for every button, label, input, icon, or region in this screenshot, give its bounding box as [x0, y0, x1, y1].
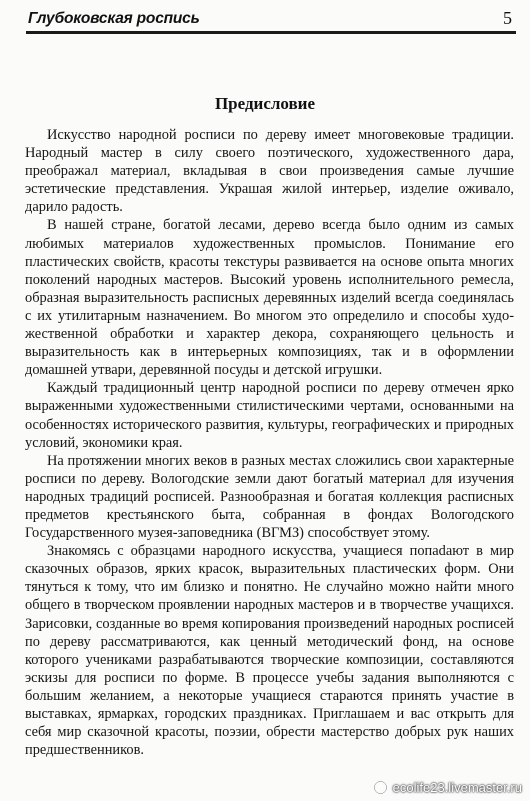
running-head [28, 8, 514, 30]
watermark-text: ecolife23.livemaster.ru [392, 780, 522, 795]
paragraph: Искусство народной росписи по дереву имеет многовековые традиции. Народный мастер в силу своего поэтического, художественного дара, преображал материал, вкладывая в свои произведения самые лучшие эстетические представления. Украшая жилой интерьер, изделие оживало, дарило радость. [25, 127, 514, 216]
paragraph: В нашей стране, богатой лесами, дерево всегда было одним из самых любимых материалов художественных промыслов. Понимание его пластических свойств, красоты текстуры развивается на основе опыта многих поколений народных мастеров. Высокий уровень исполнительного ремесла, образная выразительность расписных деревянных изделий всегда соединялась с их утилитарным назначением. Во многом это определило и способы художественной обработки и характер декора, сохраняющего цельность и выразительность как в интерьерных композициях, так и в оформлении домашней утвари, деревянной посуды и детской игрушки. [25, 217, 514, 379]
page-number: 5 [503, 8, 512, 28]
livemaster-logo-icon [373, 780, 388, 795]
running-title: Глубоковская роспись [28, 10, 200, 27]
header-rule [26, 31, 516, 34]
paragraph: Знакомясь с образцами народного искусства, учащиеся попаdают в мир сказочных образов, ярких красок, выразительных пластических форм. Они тянуться к тому, что им близко и понятно. Не случайно можно найти много общего в творческом проявлении народных мастеров и в творчестве учащихся. Зарисовки, созданные во время копирования произведений народных росписей по дереву рассматриваются, как ценный методический фонд, на основе которого учениками разрабатываются творческие композиции, составляются эскизы для росписи по форме. В процессе учебы задания выполняются с большим желанием, а некоторые учащиеся стараются принять участие в выставках, ярмарках, городских праздниках. Приглашаем и вас открыть для себя мир сказочной красоты, поэзии, обрести мастерство добрых рук наших предшественников. [25, 543, 514, 759]
body-text [25, 126, 514, 759]
paragraph: Каждый традиционный центр народной росписи по дереву отмечен ярко выраженными художественными стилистическими чертами, основанными на особенностях исторического развития, культуры, географических и природных условий, экономики края. [25, 380, 514, 451]
paragraph: На протяжении многих веков в разных местах сложились свои характерные росписи по дереву. Вологодские земли дают богатый материал для изучения народных традиций росписей. Разнообразная и богатая коллекция расписных предметов крестьянского быта, собранная в фондах Вологодского Государственного музея-заповедника (ВГМЗ) способствует этому. [25, 452, 514, 542]
chapter-title: Предисловие [214, 94, 316, 113]
watermark [373, 780, 522, 795]
